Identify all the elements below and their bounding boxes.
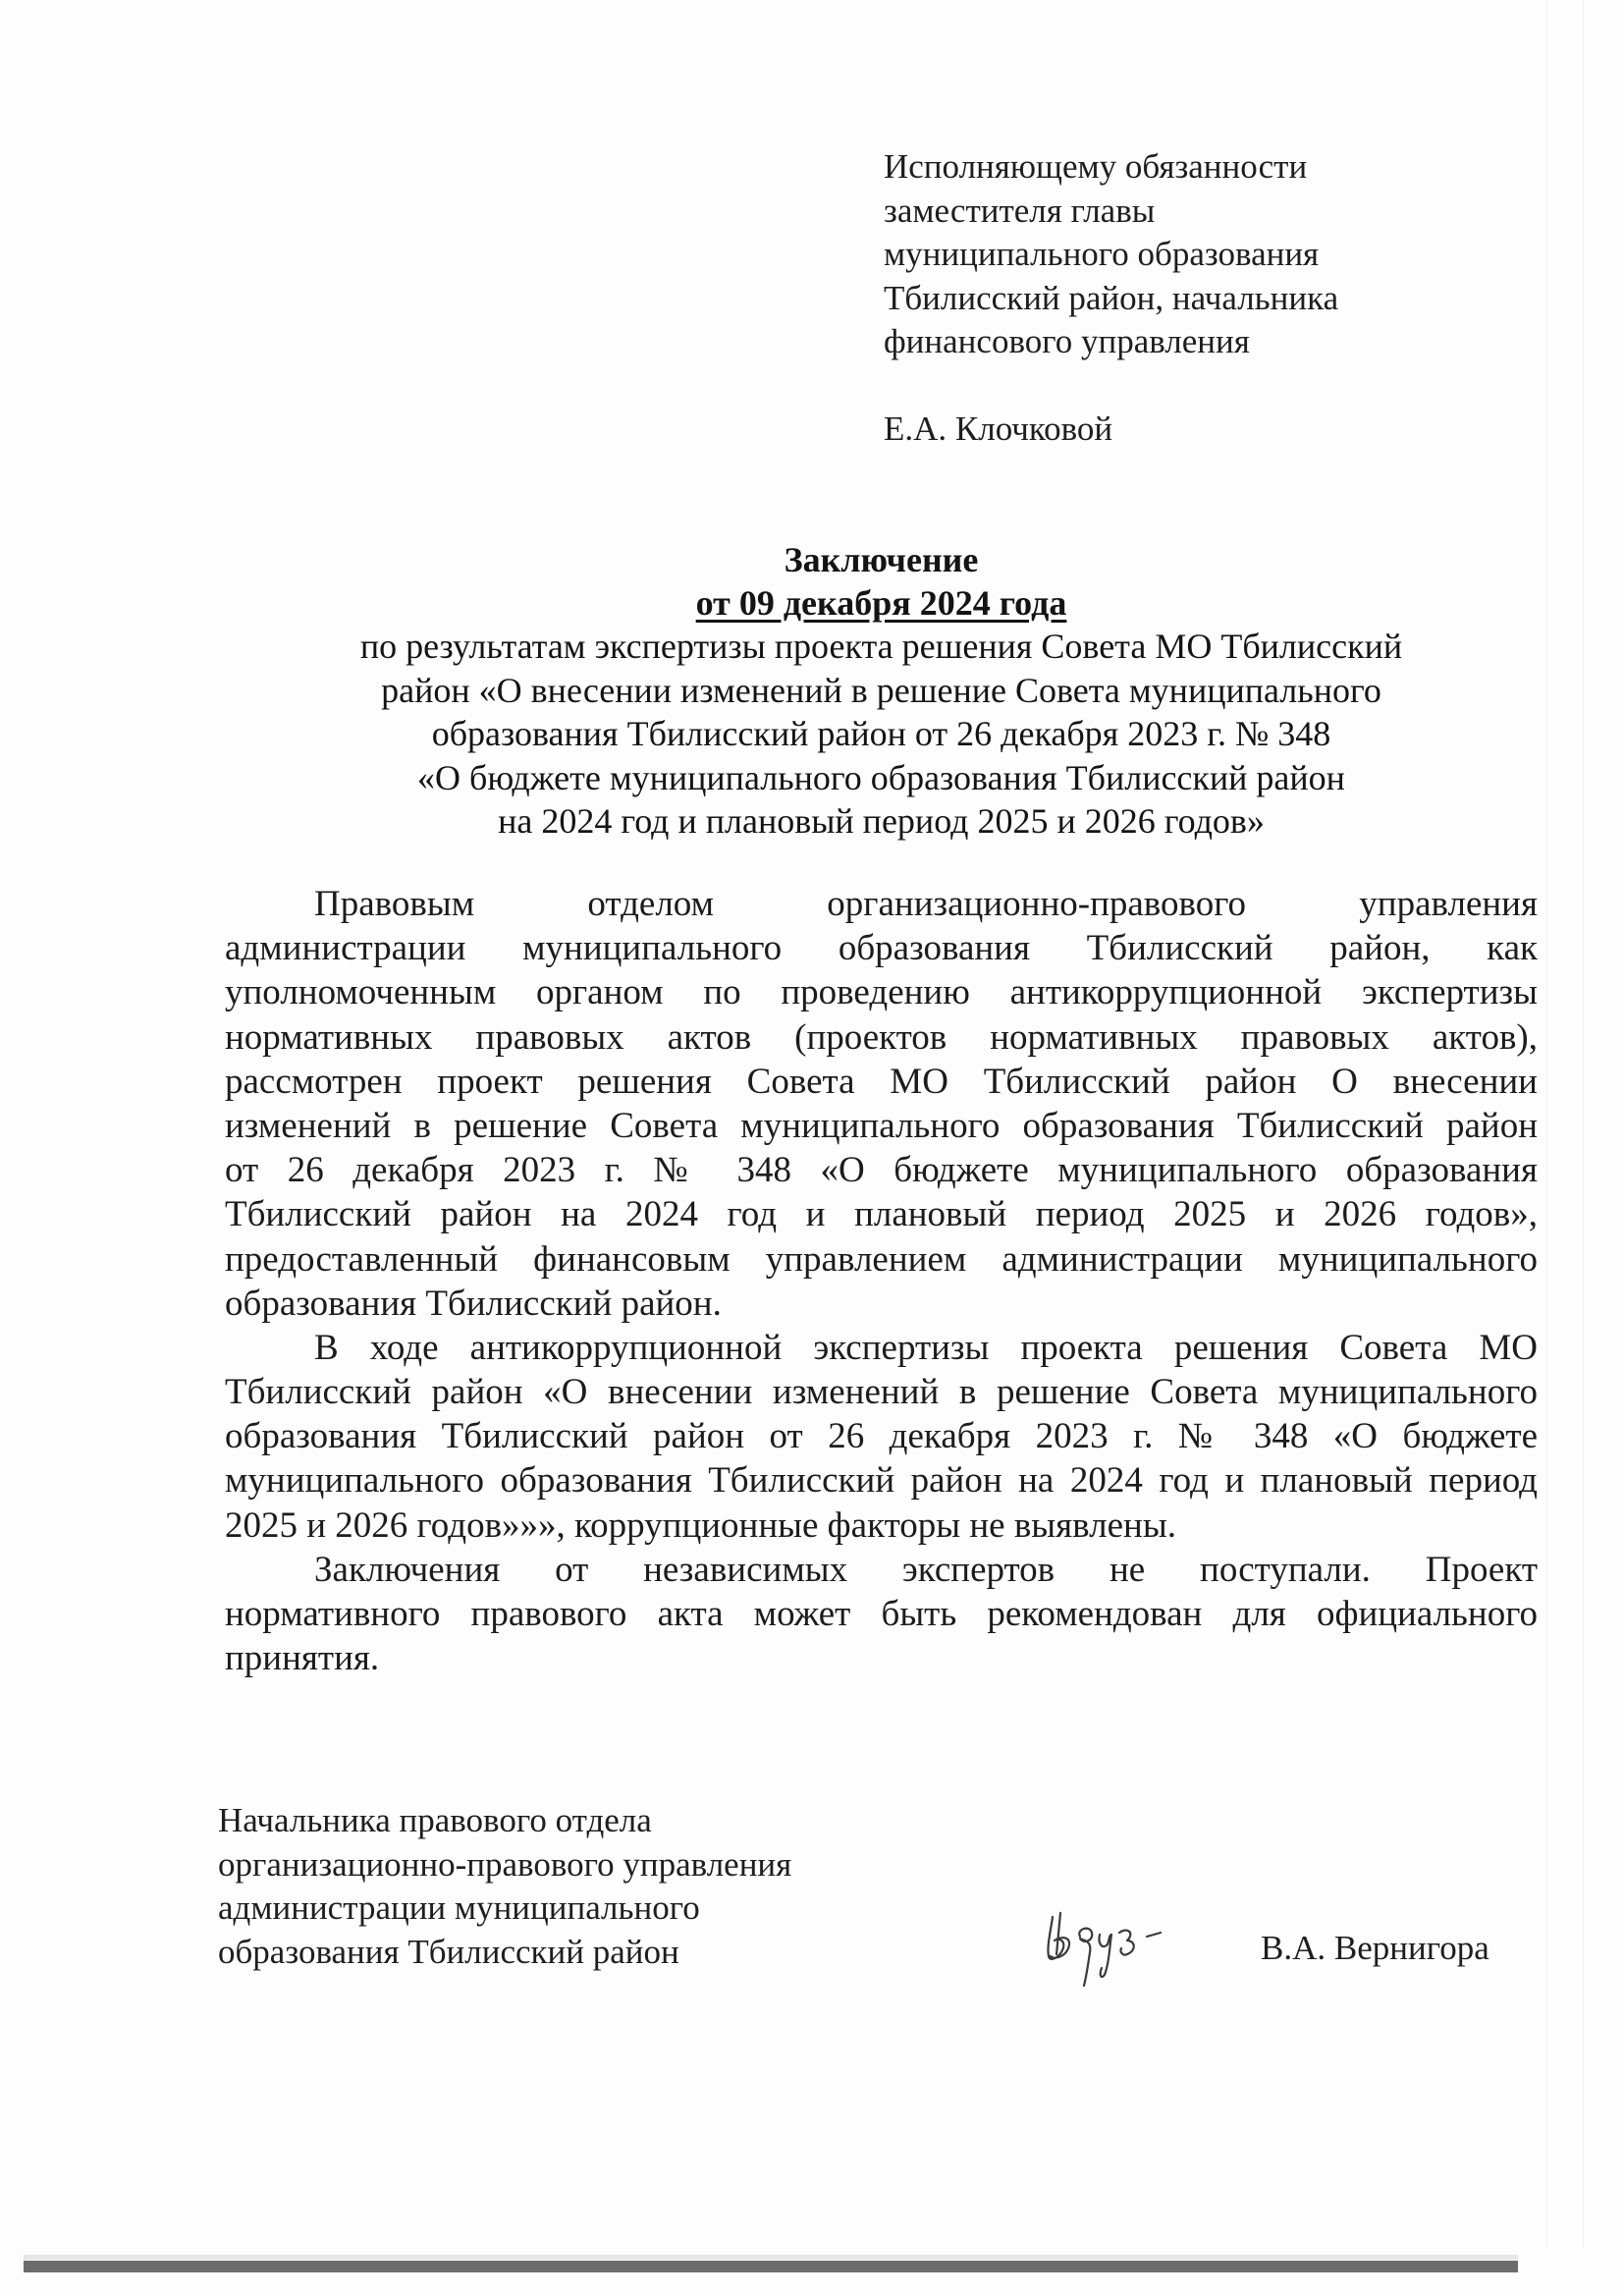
signature-stroke bbox=[1099, 1935, 1111, 1977]
handwritten-signature bbox=[1041, 1907, 1188, 1991]
document-title: Заключение bbox=[784, 540, 979, 579]
body-line: администрации муниципального образования Тбилисский район, как bbox=[225, 928, 1538, 969]
signature-stroke bbox=[1079, 1929, 1092, 1986]
addressee-line: финансового управления bbox=[884, 322, 1250, 360]
document-header bbox=[225, 538, 1538, 844]
addressee-line: Тбилисский район, начальника bbox=[884, 278, 1339, 317]
document-subject bbox=[225, 625, 1538, 844]
document-body bbox=[225, 882, 1538, 1680]
addressee-block bbox=[884, 145, 1434, 451]
addressee-name: Е.А. Клочковой bbox=[884, 409, 1113, 448]
signer-name: В.А. Вернигора bbox=[1261, 1929, 1489, 1967]
signer-position bbox=[218, 1799, 791, 1974]
signature-stroke bbox=[1119, 1931, 1134, 1955]
body-line: Тбилисский район на 2024 год и плановый период 2025 и 2026 годов», bbox=[225, 1194, 1538, 1235]
position-line: образования Тбилисский район bbox=[218, 1932, 679, 1971]
body-paragraph bbox=[225, 1326, 1538, 1548]
scan-edge-shadow bbox=[24, 2255, 1518, 2260]
body-paragraph bbox=[225, 1548, 1538, 1681]
subject-line: по результатам экспертизы проекта решения Совета МО Тбилисский bbox=[359, 627, 1403, 666]
scan-artifact-line bbox=[1583, 0, 1584, 2249]
addressee-line: Исполняющему обязанности bbox=[884, 147, 1308, 186]
position-line: администрации муниципального bbox=[218, 1888, 700, 1927]
document-date: от 09 декабря 2024 года bbox=[695, 583, 1067, 623]
body-line: нормативного правового акта может быть рекомендован для официального bbox=[225, 1594, 1538, 1634]
body-line: изменений в решение Совета муниципального образования Тбилисский район bbox=[225, 1105, 1538, 1146]
body-line: образования Тбилисский район от 26 декабря 2023 г. № 348 «О бюджете bbox=[225, 1416, 1538, 1457]
body-line: принятия. bbox=[225, 1638, 380, 1679]
body-line: Заключения от независимых экспертов не поступали. Проект bbox=[314, 1549, 1538, 1590]
body-line: образования Тбилисский район. bbox=[225, 1283, 722, 1324]
signature-stroke bbox=[1056, 1913, 1060, 1954]
scan-artifact-line bbox=[1546, 0, 1547, 2249]
body-line: Правовым отделом организационно-правового управления bbox=[314, 884, 1538, 924]
signature-stroke bbox=[1147, 1933, 1161, 1937]
scan-edge-bar bbox=[24, 2261, 1518, 2272]
body-line: предоставленный финансовым управлением администрации муниципального bbox=[225, 1238, 1538, 1280]
body-line: уполномоченным органом по проведению антикоррупционной экспертизы bbox=[225, 972, 1538, 1013]
position-line: организационно-правового управления bbox=[218, 1844, 792, 1884]
addressee-line: заместителя главы bbox=[884, 191, 1156, 230]
body-line: нормативных правовых актов (проектов нормативных правовых актов), bbox=[225, 1016, 1538, 1058]
body-line: муниципального образования Тбилисский район на 2024 год и плановый период bbox=[225, 1460, 1538, 1502]
subject-line: район «О внесении изменений в решение Совета муниципального bbox=[381, 670, 1381, 710]
body-line: от 26 декабря 2023 г. № 348 «О бюджете муниципального образования bbox=[225, 1150, 1538, 1191]
body-line: Тбилисский район «О внесении изменений в решение Совета муниципального bbox=[225, 1372, 1538, 1413]
body-line: рассмотрен проект решения Совета МО Тбилисский район О внесении bbox=[225, 1061, 1538, 1102]
position-line: Начальника правового отдела bbox=[218, 1801, 652, 1839]
subject-line: на 2024 год и плановый период 2025 и 2026 годов» bbox=[498, 801, 1265, 842]
subject-line: «О бюджете муниципального образования Тбилисский район bbox=[417, 757, 1345, 797]
body-line: 2025 и 2026 годов»»», коррупционные факторы не выявлены. bbox=[225, 1504, 1176, 1546]
addressee-line: муниципального образования bbox=[884, 235, 1320, 273]
body-paragraph bbox=[225, 882, 1538, 1326]
body-line: В ходе антикоррупционной экспертизы проекта решения Совета МО bbox=[314, 1327, 1538, 1368]
subject-line: образования Тбилисский район от 26 декабря 2023 г. № 348 bbox=[431, 714, 1331, 754]
